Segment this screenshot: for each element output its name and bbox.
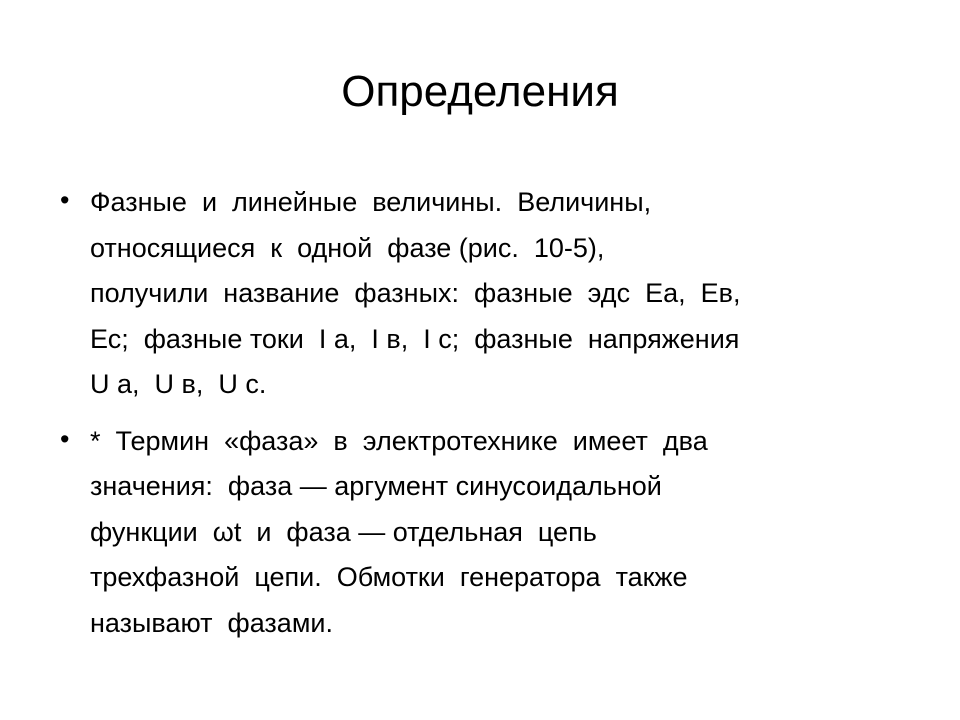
slide-title: Определения <box>341 67 619 116</box>
bullet-text-line: Фазные и линейные величины. Величины, <box>90 187 652 217</box>
bullet-item-phase-term <box>60 419 910 647</box>
bullet-icon: • <box>60 185 70 215</box>
bullet-text-line: * Термин «фаза» в электротехнике имеет два <box>90 425 708 456</box>
bullet-text-line: значения: фаза — аргумент синусоидальной <box>90 471 662 501</box>
bullet-icon: • <box>60 423 70 454</box>
bullet-text-line: трехфазной цепи. Обмотки генератора также <box>90 562 688 592</box>
bullet-item-phase-quantities <box>60 180 910 408</box>
bullet-text-line: U а, U в, U с. <box>90 369 267 399</box>
bullet-text-line: Ес; фазные токи I а, I в, I с; фазные напряжения <box>90 323 740 354</box>
bullet-text-line: получили название фазных: фазные эдс Еа, Ев, <box>90 278 741 308</box>
bullet-text-line: называют фазами. <box>90 607 333 638</box>
bullet-list <box>60 180 910 657</box>
bullet-text-line: относящиеся к одной фазе (рис. 10-5), <box>90 232 605 263</box>
bullet-text-line: функции ωt и фаза — отдельная цепь <box>90 516 597 547</box>
